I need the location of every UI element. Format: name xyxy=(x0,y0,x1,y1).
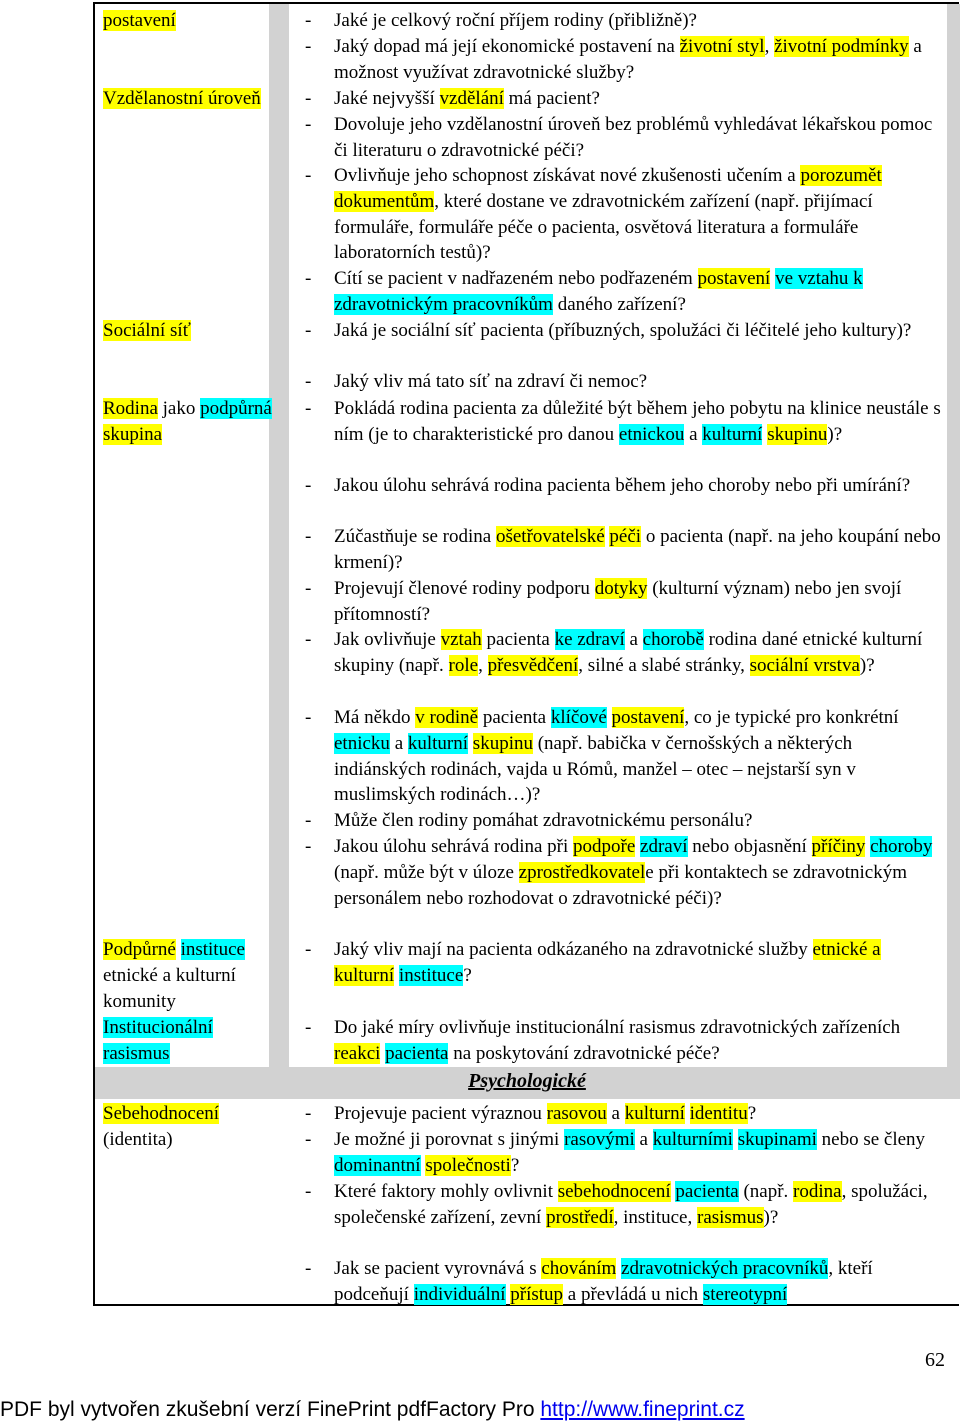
text-run: životní podmínky xyxy=(774,36,909,57)
text-run: reakci xyxy=(334,1042,381,1064)
bullet-dash: - xyxy=(305,10,312,31)
text-run: rasismus xyxy=(103,1042,170,1064)
text-run: )? xyxy=(859,654,875,676)
text-run: dominantní xyxy=(334,1154,421,1176)
text-run: Projevuje pacient výraznou xyxy=(334,1103,547,1124)
footer-notice xyxy=(0,1398,745,1422)
text-run: kulturními xyxy=(652,1129,733,1150)
question-item xyxy=(305,473,945,499)
text-run: kulturní xyxy=(624,1103,685,1124)
question-item xyxy=(305,576,945,628)
text-run: chováním xyxy=(541,1258,617,1279)
question-item xyxy=(305,937,945,989)
question-item xyxy=(305,1101,945,1127)
bullet-dash: - xyxy=(305,939,312,960)
text-run: podpoře xyxy=(573,836,636,857)
text-run: a xyxy=(624,629,643,650)
text-run: etnické a kulturní komunity xyxy=(103,964,236,1012)
question-item xyxy=(305,808,945,834)
text-run: role xyxy=(448,654,479,676)
text-run xyxy=(607,707,612,728)
row-label xyxy=(103,937,283,1014)
text-run: etnickou xyxy=(618,423,685,445)
bullet-dash: - xyxy=(305,810,312,831)
question-item xyxy=(305,369,945,395)
text-run xyxy=(733,1129,738,1150)
text-run: Pokládá rodina pacienta za důležité být během jeho pobytu na klinice neustále s ním (je to charakteristické pro danou xyxy=(334,398,941,445)
question-text xyxy=(334,318,945,344)
text-run: společnosti xyxy=(425,1154,511,1176)
bullet-dash: - xyxy=(305,1017,312,1038)
row-label xyxy=(103,318,283,344)
bullet-dash: - xyxy=(305,1129,312,1150)
text-run: pacienta xyxy=(675,1181,739,1202)
text-run: přístup xyxy=(510,1283,564,1305)
text-run: Jaké je celkový roční příjem rodiny (přibližně)? xyxy=(334,10,697,31)
text-run: Zúčastňuje se rodina xyxy=(334,526,496,547)
text-run: nebo objasnění xyxy=(687,836,812,857)
text-run: zdraví xyxy=(640,836,688,857)
question-text xyxy=(334,705,945,808)
bullet-dash: - xyxy=(305,1181,312,1202)
text-run: skupina xyxy=(103,423,163,445)
footer-link[interactable]: http://www.fineprint.cz xyxy=(540,1398,745,1421)
text-run: pacienta xyxy=(385,1042,449,1064)
question-item xyxy=(305,34,945,86)
question-text xyxy=(334,1179,945,1231)
text-run: prostředí xyxy=(546,1206,614,1228)
bullet-dash: - xyxy=(305,526,312,547)
text-run: identitu xyxy=(689,1103,748,1124)
text-run: Jak se pacient vyrovnává s xyxy=(334,1258,542,1279)
question-item xyxy=(305,1015,945,1067)
question-text xyxy=(334,1015,945,1067)
text-run: rodina xyxy=(793,1181,842,1202)
text-run: podpůrná xyxy=(200,398,272,419)
text-run: jako xyxy=(157,398,201,419)
question-text xyxy=(334,473,945,499)
text-run: Institucionální xyxy=(103,1017,213,1038)
question-item xyxy=(305,1127,945,1179)
text-run: (např. může být v úloze xyxy=(334,861,519,883)
text-run: , co je typické pro konkrétní xyxy=(684,707,899,728)
question-text xyxy=(334,34,945,86)
text-run: přesvědčení xyxy=(487,654,579,676)
question-item xyxy=(305,627,945,679)
question-text xyxy=(334,1127,945,1179)
row-label xyxy=(103,1101,283,1153)
text-run: choroby xyxy=(870,836,933,857)
text-run: chorobě xyxy=(642,629,704,650)
text-run: (např. xyxy=(738,1181,794,1202)
text-run: , které dostane ve zdravotnickém zařízení (např. přijímací formuláře, formuláře péče o pacienta, osvětová literatura a formuláře laboratorních testů)? xyxy=(334,190,873,264)
text-run: , spolužáci, společenské zařízení, zevní xyxy=(334,1181,928,1228)
text-run: vzdělání xyxy=(439,88,504,109)
text-run: dotyky xyxy=(594,578,648,599)
text-run: , instituce, xyxy=(613,1206,697,1228)
bullet-dash: - xyxy=(305,1258,312,1279)
text-run xyxy=(176,939,181,960)
text-run: instituce xyxy=(398,964,464,986)
text-run: rasovými xyxy=(564,1129,635,1150)
text-run: , xyxy=(478,654,488,676)
text-run: Podpůrné xyxy=(103,939,176,960)
text-run: Vzdělanostní úroveň xyxy=(103,88,261,109)
text-run: a xyxy=(634,1129,653,1150)
text-run: Má někdo xyxy=(334,707,416,728)
text-run: Jaká je sociální síť pacienta (příbuzných, spolužáci či léčitelé jeho kultury)? xyxy=(334,320,912,341)
question-item xyxy=(305,524,945,576)
text-run: ? xyxy=(510,1154,520,1176)
text-run: Je možné ji porovnat s jinými xyxy=(334,1129,565,1150)
text-run: instituce xyxy=(180,939,245,960)
text-run: pacienta xyxy=(478,707,551,728)
text-run: rasismus xyxy=(697,1206,764,1228)
text-run: rodina dané etnické kulturní skupiny (např. xyxy=(334,629,923,676)
bullet-dash: - xyxy=(305,707,312,728)
bullet-dash: - xyxy=(305,475,312,496)
text-run: etnicku xyxy=(334,732,390,754)
text-run: Projevují členové rodiny podporu xyxy=(334,578,595,599)
text-run: Jakou úlohu sehrává rodina při xyxy=(334,836,574,857)
bullet-dash: - xyxy=(305,88,312,109)
text-run: a xyxy=(684,423,703,445)
text-run: ? xyxy=(747,1103,757,1124)
text-run: porozumět dokumentům xyxy=(334,165,882,212)
question-item xyxy=(305,834,945,911)
text-run: klíčové xyxy=(550,707,607,728)
text-run: kulturní xyxy=(407,732,469,754)
question-item xyxy=(305,705,945,808)
text-run: Které faktory mohly ovlivnit xyxy=(334,1181,558,1202)
text-run: a xyxy=(389,732,408,754)
question-item xyxy=(305,1179,945,1231)
question-text xyxy=(334,576,945,628)
question-item xyxy=(305,1256,945,1308)
text-run: zprostředkovatel xyxy=(518,861,646,883)
text-run: má pacient? xyxy=(503,88,600,109)
bullet-dash: - xyxy=(305,320,312,341)
question-item xyxy=(305,266,945,318)
text-run: a možnost využívat zdravotnické služby? xyxy=(334,36,922,83)
text-run: individuální xyxy=(413,1283,506,1305)
question-text xyxy=(334,163,945,266)
question-text xyxy=(334,112,945,164)
question-text xyxy=(334,369,945,395)
text-run: )? xyxy=(763,1206,779,1228)
question-text xyxy=(334,1256,945,1308)
text-run: péči xyxy=(609,526,642,547)
text-run: , kteří podceňují xyxy=(334,1258,873,1305)
text-run: Jak ovlivňuje xyxy=(334,629,441,650)
text-run: Sociální síť xyxy=(103,320,191,341)
bullet-dash: - xyxy=(305,629,312,650)
text-run: Jakou úlohu sehrává rodina pacienta během jeho choroby nebo při umírání? xyxy=(334,475,911,496)
text-run: Může člen rodiny pomáhat zdravotnickému personálu? xyxy=(334,810,753,831)
text-run: příčiny xyxy=(811,836,866,857)
text-run: e při kontaktech se zdravotnickým personálem nebo rozhodovat o zdravotnické péči)? xyxy=(334,861,907,909)
text-run: skupinu xyxy=(472,732,533,754)
question-item xyxy=(305,112,945,164)
text-run: Jaký vliv mají na pacienta odkázaného na zdravotnické služby xyxy=(334,939,813,960)
bullet-dash: - xyxy=(305,371,312,392)
bullet-dash: - xyxy=(305,165,312,186)
text-run: životní styl xyxy=(679,36,765,57)
table-shade-label-column xyxy=(269,4,289,1067)
text-run: sebehodnocení xyxy=(557,1181,671,1202)
text-run: daného zařízení? xyxy=(552,293,686,315)
bullet-dash: - xyxy=(305,398,312,419)
question-item xyxy=(305,163,945,266)
question-text xyxy=(334,627,945,679)
text-run: Jaké nejvyšší xyxy=(334,88,440,109)
question-text xyxy=(334,396,945,448)
row-label xyxy=(103,1015,283,1067)
row-label xyxy=(103,8,283,34)
text-run: v rodině xyxy=(415,707,479,728)
bullet-dash: - xyxy=(305,578,312,599)
text-run: a xyxy=(606,1103,625,1124)
text-run: Dovoluje jeho vzdělanostní úroveň bez problémů vyhledávat lékařskou pomoc či literaturu o zdravotnické péči? xyxy=(334,114,933,161)
text-run: Cítí se pacient v nadřazeném nebo podřazeném xyxy=(334,268,698,289)
bullet-dash: - xyxy=(305,268,312,289)
bullet-dash: - xyxy=(305,36,312,57)
row-label xyxy=(103,396,283,448)
text-run: , silné a slabé stránky, xyxy=(578,654,750,676)
text-run: skupinami xyxy=(737,1129,817,1150)
question-text xyxy=(334,8,945,34)
question-item xyxy=(305,8,945,34)
question-text xyxy=(334,808,945,834)
bullet-dash: - xyxy=(305,836,312,857)
question-text xyxy=(334,834,945,911)
text-run: , xyxy=(764,36,775,57)
text-run: Do jaké míry ovlivňuje institucionální rasismus zdravotnických zařízeních xyxy=(334,1017,901,1038)
question-text xyxy=(334,937,945,989)
text-run: sociální vrstva xyxy=(749,654,860,676)
text-run: postavení xyxy=(697,268,771,289)
text-run: postavení xyxy=(611,707,685,728)
text-run: kulturní xyxy=(702,423,763,445)
text-run: (např. babička v černošských a některých indiánských rodinách, vajda u Rómů, manžel – otec – nejstarší syn v muslimských rodinách…)? xyxy=(334,732,856,806)
text-run: vztah xyxy=(440,629,482,650)
question-text xyxy=(334,86,945,112)
text-run: etnické a kulturní xyxy=(334,939,881,986)
text-run: Sebehodnocení xyxy=(103,1103,220,1124)
bullet-dash: - xyxy=(305,114,312,135)
text-run: Ovlivňuje jeho schopnost získávat nové zkušenosti učením a xyxy=(334,165,801,186)
question-text xyxy=(334,1101,945,1127)
text-run: a převládá u nich xyxy=(563,1283,703,1305)
text-run: na poskytování zdravotnické péče? xyxy=(448,1042,720,1064)
bullet-dash: - xyxy=(305,1103,312,1124)
text-run: Rodina xyxy=(103,398,158,419)
text-run: Jaký vliv má tato síť na zdraví či nemoc? xyxy=(334,371,648,392)
text-run xyxy=(685,1103,690,1124)
text-run: o pacienta (např. na jeho koupání nebo krmení)? xyxy=(334,526,941,573)
question-item xyxy=(305,396,945,448)
question-item xyxy=(305,86,945,112)
text-run: rasovou xyxy=(546,1103,607,1124)
table-shade-right-edge xyxy=(947,4,960,1067)
text-run: ošetřovatelské xyxy=(495,526,605,547)
text-run: (kulturní význam) nebo jen svojí přítomností? xyxy=(334,578,902,625)
question-item xyxy=(305,318,945,344)
question-text xyxy=(334,524,945,576)
text-run: ? xyxy=(463,964,472,986)
text-run: ve vztahu k zdravotnickým pracovníkům xyxy=(334,268,863,315)
text-run: )? xyxy=(827,423,843,445)
text-run: nebo se členy xyxy=(816,1129,926,1150)
text-run: ke zdraví xyxy=(554,629,625,650)
text-run: postavení xyxy=(103,10,176,31)
section-heading-psychologicke: Psychologické xyxy=(468,1070,586,1092)
question-text xyxy=(334,266,945,318)
text-run: pacienta xyxy=(481,629,555,650)
text-run: Jaký dopad má její ekonomické postavení na xyxy=(334,36,680,57)
footer-text: PDF byl vytvořen zkušební verzí FinePrint pdfFactory Pro xyxy=(0,1398,541,1421)
text-run: skupinu xyxy=(767,423,828,445)
text-run: (identita) xyxy=(103,1128,173,1150)
text-run: zdravotnických pracovníků xyxy=(621,1258,829,1279)
page-number: 62 xyxy=(925,1349,945,1371)
text-run: stereotypní xyxy=(702,1283,788,1305)
row-label xyxy=(103,86,283,112)
